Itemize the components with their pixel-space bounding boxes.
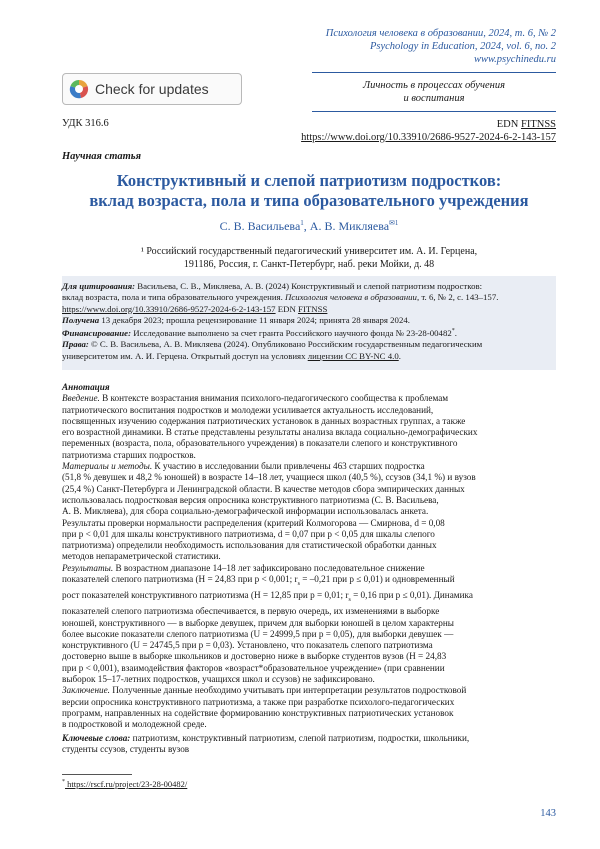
check-for-updates-label: Check for updates <box>95 81 209 97</box>
keywords-text-1: патриотизм, конструктивный патриотизм, слепой патриотизм, подростки, школьники, <box>130 733 470 743</box>
author-2-affil[interactable]: ✉1 <box>389 219 399 227</box>
title-line-2: вклад возраста, пола и типа образовательного учреждения <box>89 191 529 210</box>
results-line-2 <box>62 574 556 590</box>
results-line-7: конструктивного (U = 24745,5 при p = 0,03). Установлено, что показатель слепого патриотизма <box>62 640 433 651</box>
rights-line-1 <box>62 339 498 350</box>
methods-line-9: методов непараметрической статистики. <box>62 551 221 562</box>
affiliation <box>62 245 556 271</box>
section-label <box>312 72 556 112</box>
results-line-10: выборок 15–17-летних подростков, учащихся школ и ссузов) не зафиксировано. <box>62 674 375 685</box>
affiliation-line-1: ¹ Российский государственный педагогический университет им. А. И. Герцена, <box>140 246 478 257</box>
citation-label: Для цитирования: <box>62 281 136 291</box>
rights-text-1: © С. В. Васильева, А. В. Микляева (2024). Опубликовано Российским государственным педагогическим <box>88 339 483 350</box>
citation-box <box>62 276 556 370</box>
intro-text-1: В контексте возрастания внимания психолого-педагогического сообщества к проблемам <box>99 393 449 404</box>
rights-text-2c: . <box>398 350 401 361</box>
rights-line-2 <box>62 351 498 362</box>
methods-text-1: К участию в исследовании были привлечены 463 старших подростка <box>152 461 425 472</box>
citation-text-2c: , т. 6, № 2, с. 143–157. <box>416 292 499 303</box>
results-line-3 <box>62 590 556 606</box>
edn-block <box>301 118 556 144</box>
methods-line-7: при p < 0,01 для шкалы конструктивного патриотизма, d = 0,07 при p < 0,05 для шкалы слепого <box>62 528 435 539</box>
article-type: Научная статья <box>62 151 142 162</box>
title-line-1: Конструктивный и слепой патриотизм подростков: <box>116 171 502 190</box>
footnote-divider <box>62 774 132 775</box>
citation-text-2a: вклад возраста, пола и типа образовательного учреждения. <box>62 292 285 303</box>
section-line-1: Личность в процессах обучения <box>363 80 505 91</box>
results-sub-3: s <box>348 597 351 603</box>
citation-line-1 <box>62 281 498 292</box>
results-text-1: В возрастном диапазоне 14–18 лет зафиксировано последовательное снижение <box>113 562 425 573</box>
results-line-1 <box>62 563 556 574</box>
citation-doi-link[interactable]: https://www.doi.org/10.33910/2686-9527-2024-6-2-143-157 <box>62 303 276 314</box>
funding-end: . <box>454 328 457 339</box>
rights-label: Права: <box>62 339 89 350</box>
citation-line-3 <box>62 304 498 315</box>
author-1-affil: 1 <box>300 219 304 227</box>
methods-line-5: А. В. Микляева), для сбора социально-демографической информации использовалась анкета. <box>62 506 429 517</box>
authors <box>62 219 556 234</box>
license-link[interactable]: лицензии CC BY-NC 4.0 <box>307 350 399 361</box>
funding-footnote-mark[interactable]: * <box>451 328 455 335</box>
intro-line-3: посвященных изучению содержания патриотических установок в данных возрастных группах, а также <box>62 415 466 426</box>
results-line-5: юношей, конструктивного — в выборке девушек, причем для выборки юношей в целом характерны <box>62 617 454 628</box>
keywords <box>62 733 469 756</box>
citation-journal: Психология человека в образовании <box>284 292 417 303</box>
keywords-label: Ключевые слова: <box>62 733 131 743</box>
abstract-heading: Аннотация <box>62 382 110 392</box>
intro-line-1 <box>62 393 556 404</box>
rights-text-2a: университетом им. А. И. Герцена. Открытый доступ на условиях <box>62 350 308 361</box>
journal-title-en: Psychology in Education, 2024, vol. 6, no. 2 <box>369 41 556 52</box>
intro-line-5: переменных (возраста, пола, образовательного учреждения) в показатели слепого и конструктивного <box>62 438 458 449</box>
results-line-8: достоверно выше в выборке школьников и достоверно ниже в выборке студентов вузов (H = 24,83 <box>62 651 447 662</box>
results-text-3a: рост показателей конструктивного патриотизма (H = 12,85 при p = 0,01; r <box>62 590 349 601</box>
intro-line-6: патриотизма старших подростков. <box>62 449 196 460</box>
keywords-line-1 <box>62 733 469 744</box>
author-separator: , <box>303 219 310 233</box>
affiliation-line-2: 191186, Россия, г. Санкт-Петербург, наб. реки Мойки, д. 48 <box>183 259 435 270</box>
conclusion-label: Заключение. <box>62 685 110 696</box>
author-2: А. В. Микляева <box>309 219 390 233</box>
funding-label: Финансирование: <box>62 328 132 339</box>
funding-text: Исследование выполнено за счет гранта Российского научного фонда № 23-28-00482 <box>131 328 452 339</box>
check-for-updates-icon <box>69 79 89 99</box>
methods-label: Материалы и методы. <box>62 461 153 472</box>
conclusion-line-4: в подростковой и молодежной среде. <box>62 719 207 730</box>
results-line-6: более высокие показатели слепого патриотизма (U = 24999,5 при p = 0,05), для выборки девушек — <box>62 628 454 639</box>
conclusion-text-1: Полученные данные необходимо учитывать при интерпретации результатов подростковой <box>109 685 467 696</box>
author-1: С. В. Васильева <box>219 219 301 233</box>
methods-line-1 <box>62 461 556 472</box>
abstract <box>62 382 556 731</box>
citation-content <box>62 281 498 362</box>
footnote-mark: * <box>62 779 65 786</box>
citation-edn-label: EDN <box>275 303 299 314</box>
citation-edn-link[interactable]: FITNSS <box>298 303 328 314</box>
methods-line-6: Результаты проверки нормальности распределения (критерий Колмогорова — Смирнова, d = 0,08 <box>62 517 445 528</box>
keywords-line-2: студенты ссузов, студенты вузов <box>62 744 190 755</box>
doi-link[interactable]: https://www.doi.org/10.33910/2686-9527-2024-6-2-143-157 <box>301 132 556 143</box>
edn-line <box>301 118 556 131</box>
conclusion-line-2: версии опросника конструктивного патриотизма, а также при разработке психолого-педагогических <box>62 696 455 707</box>
citation-text-1: Васильева, С. В., Микляева, А. В. (2024) Конструктивный и слепой патриотизм подростков: <box>135 281 483 291</box>
results-label: Результаты. <box>62 562 114 573</box>
edn-link[interactable]: FITNSS <box>520 119 556 130</box>
udk-code: УДК 316.6 <box>62 118 109 129</box>
results-text-3b: = 0,16 при p ≤ 0,01). Динамика <box>350 590 473 601</box>
citation-line-2 <box>62 292 498 303</box>
results-text-2a: показателей слепого патриотизма (H = 24,83 при p < 0,001; r <box>62 574 298 585</box>
results-line-9: при p < 0,001), взаимодействия факторов «возраст*образовательное учреждение» (при сравнении <box>62 662 445 673</box>
section-line-2: и воспитания <box>403 93 465 104</box>
results-line-4: показателей слепого патриотизма обеспечивается, в первую очередь, их изменениями в выборке <box>62 606 440 617</box>
intro-label: Введение. <box>62 393 100 404</box>
funding-line <box>62 326 498 339</box>
article-title <box>62 171 556 211</box>
page-number: 143 <box>540 808 556 819</box>
journal-header <box>326 27 556 66</box>
received-text: 13 декабря 2023; прошла рецензирование 11 января 2024; принята 28 января 2024. <box>99 314 410 325</box>
methods-line-3: (25,4 %) Санкт-Петербурга и Ленинградской области. В качестве методов сбора эмпирических данных <box>62 483 465 494</box>
methods-line-2: (51,8 % девушек и 48,2 % юношей) в возрасте 14–18 лет, учащиеся школ (40,5 %), ссузов (34,1 %) и вузов <box>62 472 476 483</box>
received-label: Получена <box>62 314 100 325</box>
conclusion-line-1 <box>62 685 556 696</box>
intro-line-2: патриотического воспитания подростков и молодежи усиливается актуальность исследований, <box>62 404 434 415</box>
edn-label: EDN <box>496 119 521 130</box>
intro-line-4: его возрастной динамики. В статье представлены результаты анализа вклада социально-демографических <box>62 427 478 438</box>
methods-line-8: патриотизма) определили необходимость использования для статистической обработки данных <box>62 540 437 551</box>
journal-url[interactable]: www.psychinedu.ru <box>473 54 556 65</box>
footnote <box>62 779 187 789</box>
journal-title-ru: Психология человека в образовании, 2024, т. 6, № 2 <box>325 28 556 39</box>
results-text-2b: = –0,21 при p ≤ 0,01) и одновременный <box>299 574 455 585</box>
received-line <box>62 315 498 326</box>
methods-line-4: использовалась подростковая версия опросника конструктивного патриотизма (С. В. Васильева, <box>62 494 439 505</box>
conclusion-line-3: программ, направленных на содействие формированию конструктивных патриотических установок <box>62 707 454 718</box>
footnote-link[interactable]: https://rscf.ru/project/23-28-00482/ <box>65 779 188 789</box>
check-for-updates-button[interactable] <box>62 73 242 105</box>
results-sub-2: s <box>297 580 300 587</box>
